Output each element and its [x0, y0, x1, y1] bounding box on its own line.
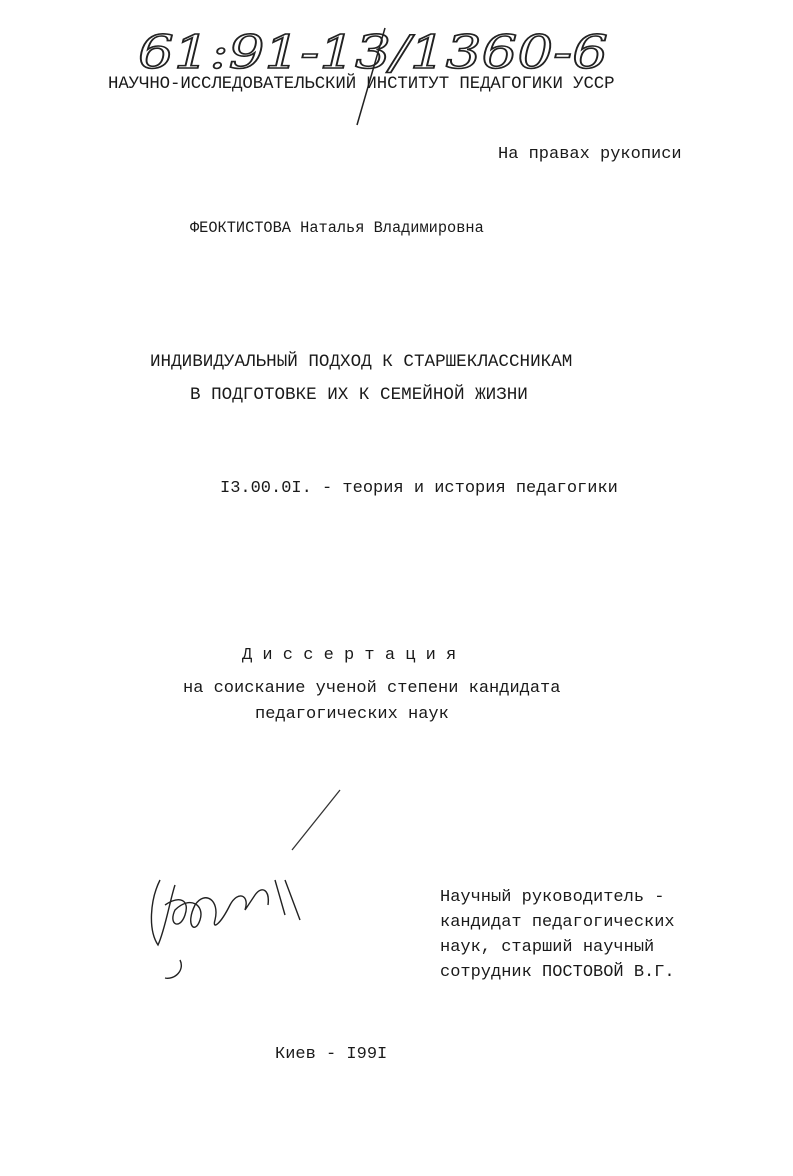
degree-line-2: педагогических наук	[255, 705, 449, 724]
title-line-2: В ПОДГОТОВКЕ ИХ К СЕМЕЙНОЙ ЖИЗНИ	[190, 385, 528, 405]
archive-number-handwritten: 61:91-13/1360-6	[138, 25, 608, 79]
place-year: Киев - I99I	[275, 1045, 388, 1064]
check-mark	[292, 790, 340, 850]
degree-line-1: на соискание ученой степени кандидата	[183, 679, 561, 698]
institute-header: НАУЧНО-ИССЛЕДОВАТЕЛЬСКИЙ ИНСТИТУТ ПЕДАГОГИКИ УССР	[108, 75, 615, 94]
title-line-1: ИНДИВИДУАЛЬНЫЙ ПОДХОД К СТАРШЕКЛАССНИКАМ	[150, 352, 573, 372]
supervisor-line-4: сотрудник ПОСТОВОЙ В.Г.	[440, 963, 675, 982]
specialty-code: I3.00.0I. - теория и история педагогики	[220, 479, 618, 498]
rights-note: На правах рукописи	[498, 145, 682, 164]
supervisor-line-3: наук, старший научный	[440, 938, 655, 957]
document-type: Д и с с е р т а ц и я	[242, 646, 457, 665]
supervisor-line-1: Научный руководитель -	[440, 888, 665, 907]
supervisor-line-2: кандидат педагогических	[440, 913, 675, 932]
author-name: ФЕОКТИСТОВА Наталья Владимировна	[190, 219, 484, 237]
signature	[151, 880, 300, 978]
